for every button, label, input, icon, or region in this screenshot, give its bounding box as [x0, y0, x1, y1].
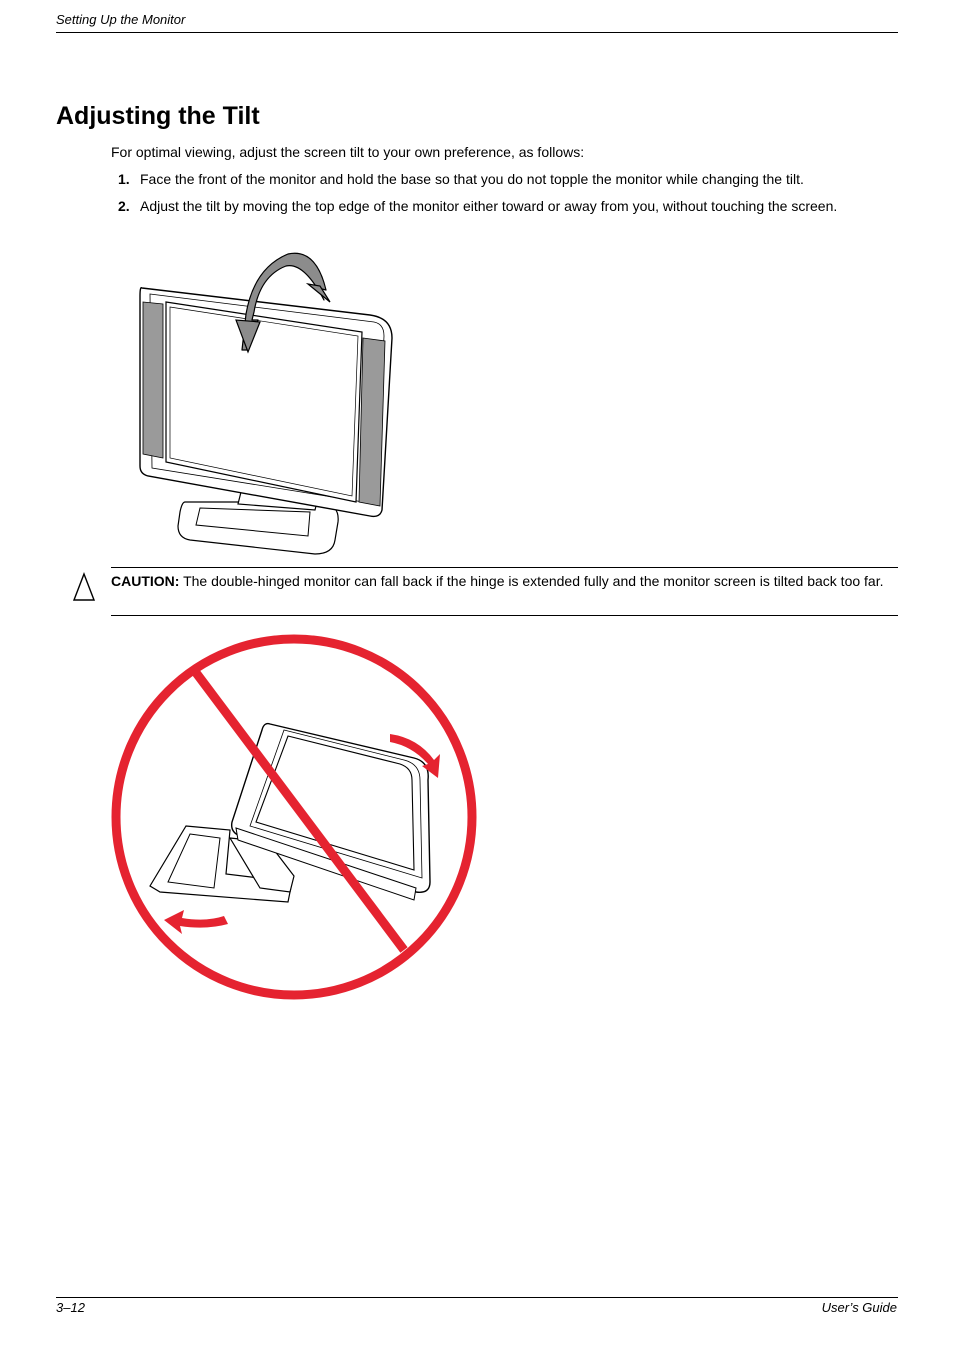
footer-doc-title: User’s Guide	[821, 1300, 897, 1315]
prohibited-tilt-illustration	[108, 630, 480, 1004]
section-title: Adjusting the Tilt	[56, 102, 260, 130]
caution-note	[111, 572, 897, 591]
step-number: 2.	[118, 198, 130, 214]
step-text: Adjust the tilt by moving the top edge of the monitor either toward or away from you, without touching the screen.	[140, 198, 838, 214]
caution-label: CAUTION:	[111, 573, 180, 589]
intro-text: For optimal viewing, adjust the screen tilt to your own preference, as follows:	[111, 144, 585, 160]
footer-rule	[56, 1297, 898, 1298]
caution-text: The double-hinged monitor can fall back if the hinge is extended fully and the monitor screen is tilted back too far.	[183, 573, 884, 589]
caution-top-rule	[111, 567, 898, 568]
page-number: 3–12	[56, 1300, 85, 1315]
step-number: 1.	[118, 171, 130, 187]
monitor-tilt-illustration	[130, 240, 410, 560]
caution-bottom-rule	[111, 615, 898, 616]
step-text: Face the front of the monitor and hold the base so that you do not topple the monitor while changing the tilt.	[140, 171, 804, 187]
header-rule	[56, 32, 898, 33]
running-header: Setting Up the Monitor	[56, 12, 186, 27]
caution-triangle-icon	[73, 572, 95, 602]
